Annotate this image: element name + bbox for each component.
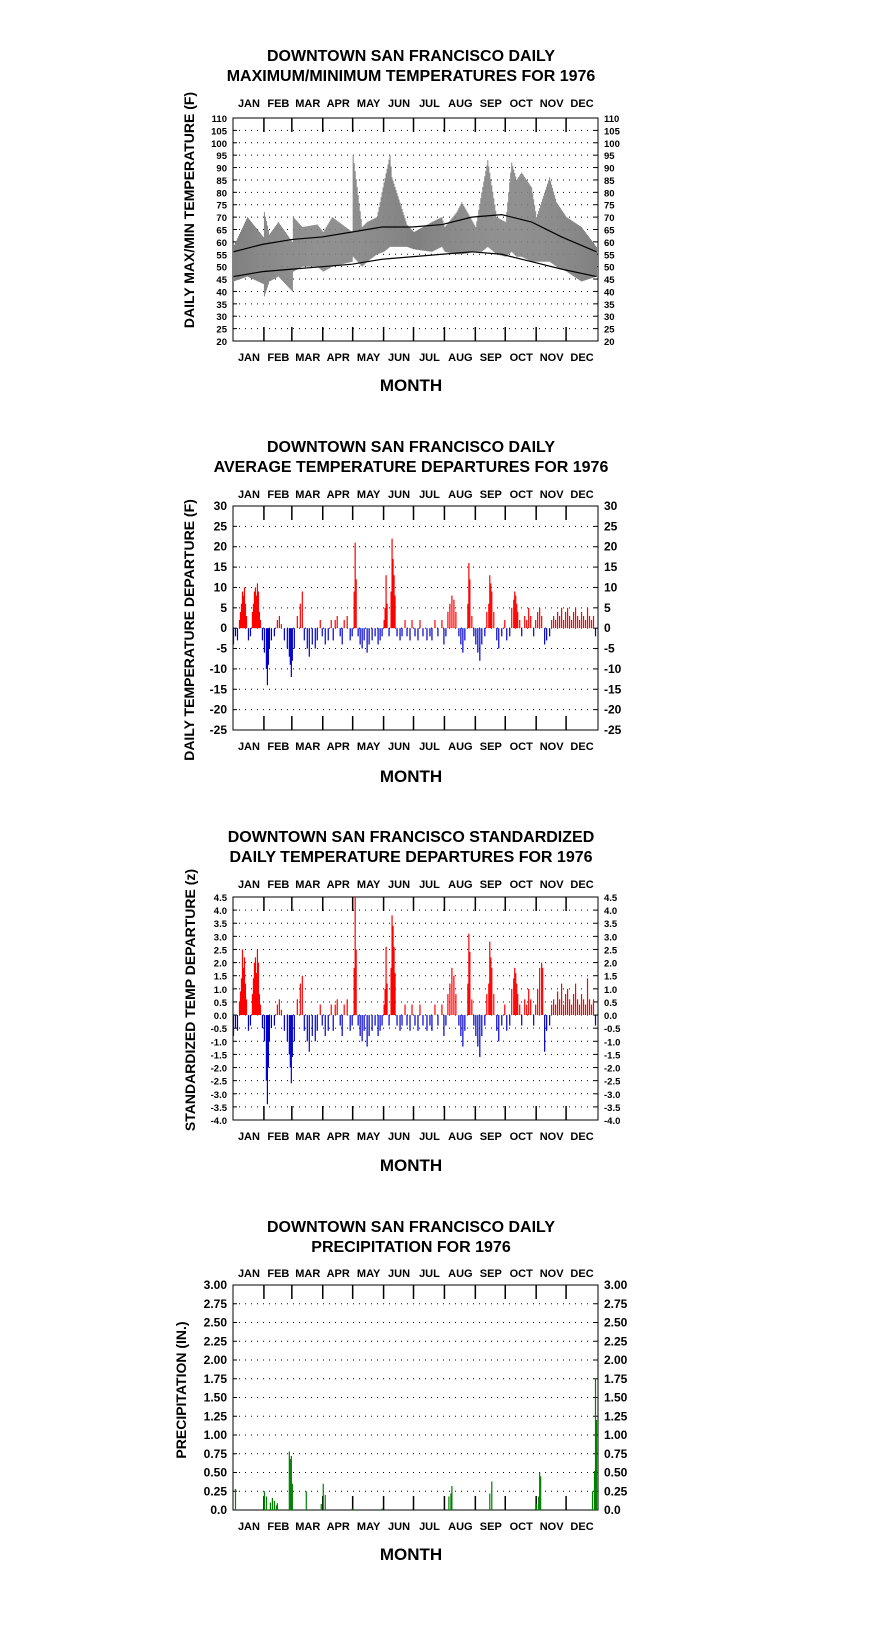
y-tick-label-right: -2.0	[604, 1063, 621, 1075]
y-tick-label-right: 3.0	[604, 932, 618, 944]
y-tick-label-right: -1.0	[604, 1037, 621, 1049]
y-tick-label: 70	[216, 213, 227, 225]
y-tick-label: 0.50	[203, 1465, 227, 1480]
month-label-top: MAY	[356, 1268, 381, 1280]
month-label-bottom: MAY	[356, 741, 381, 753]
month-label-top: APR	[326, 98, 350, 110]
month-label-top: DEC	[570, 489, 594, 501]
y-tick-label: -3.5	[210, 1102, 227, 1114]
y-tick-label: 3.0	[213, 932, 227, 944]
y-tick-label: 0.75	[203, 1446, 227, 1461]
y-tick-label: 0.5	[213, 997, 227, 1009]
y-tick-label-right: 90	[604, 163, 615, 175]
y-tick-label: -25	[209, 723, 227, 737]
y-tick-label: 1.5	[213, 971, 227, 983]
month-label-top: DEC	[570, 879, 594, 891]
month-label-bottom: SEP	[479, 1521, 502, 1533]
y-tick-label-right: 75	[604, 200, 615, 212]
y-tick-label: 45	[216, 275, 227, 287]
month-label-top: SEP	[479, 489, 502, 501]
month-label-bottom: DEC	[570, 1131, 594, 1143]
month-label-top: JUN	[388, 1268, 411, 1280]
month-label-top: MAR	[295, 879, 321, 891]
month-label-bottom: JAN	[237, 352, 260, 364]
y-tick-label-right: -4.0	[604, 1116, 621, 1127]
month-label-top: AUG	[448, 489, 473, 501]
y-tick-label-right: 4.5	[604, 893, 618, 904]
month-label-bottom: APR	[326, 741, 350, 753]
y-tick-label: 10	[213, 580, 227, 595]
chart-title-line2: PRECIPITATION FOR 1976	[311, 1239, 511, 1256]
chart-title-line2: DAILY TEMPERATURE DEPARTURES FOR 1976	[229, 849, 593, 866]
month-label-top: NOV	[539, 489, 564, 501]
chart-title-line1: DOWNTOWN SAN FRANCISCO DAILY	[267, 1219, 555, 1236]
temp-maxmin-chart	[181, 48, 621, 395]
month-label-top: OCT	[509, 1268, 533, 1280]
y-tick-label: 65	[216, 225, 227, 237]
y-tick-label-right: 30	[604, 312, 615, 324]
month-label-bottom: JUL	[419, 352, 440, 364]
month-label-bottom: JUL	[419, 1131, 440, 1143]
y-tick-label-right: -10	[604, 661, 622, 676]
y-tick-label-right: 65	[604, 225, 615, 237]
precipitation-chart	[173, 1219, 628, 1564]
y-axis-label: PRECIPITATION (IN.)	[173, 1321, 189, 1459]
y-tick-label-right: 60	[604, 237, 615, 249]
month-label-bottom: DEC	[570, 1521, 594, 1533]
month-label-bottom: JUN	[388, 352, 411, 364]
y-tick-label-right: 40	[604, 287, 615, 299]
y-tick-label-right: -20	[604, 702, 622, 717]
month-label-top: APR	[326, 879, 350, 891]
month-label-top: FEB	[267, 98, 290, 110]
month-label-bottom: FEB	[267, 741, 290, 753]
x-axis-label: MONTH	[379, 376, 443, 395]
y-tick-label-right: 1.25	[604, 1409, 628, 1424]
y-tick-label-right: -1.5	[604, 1050, 621, 1062]
month-label-bottom: MAR	[295, 1131, 321, 1143]
y-tick-label: -2.5	[210, 1076, 227, 1088]
month-label-top: APR	[326, 489, 350, 501]
month-label-bottom: MAR	[295, 741, 321, 753]
y-tick-label-right: 2.25	[604, 1334, 628, 1349]
y-tick-label-right: 105	[604, 126, 620, 138]
y-tick-label-right: 10	[604, 580, 618, 595]
month-label-bottom: JAN	[237, 1521, 260, 1533]
month-label-bottom: FEB	[267, 1521, 290, 1533]
chart-title-line1: DOWNTOWN SAN FRANCISCO DAILY	[267, 439, 555, 456]
y-tick-label: 0.0	[210, 1503, 227, 1517]
month-label-top: AUG	[448, 1268, 473, 1280]
y-tick-label: -4.0	[210, 1116, 227, 1127]
y-tick-label: 4.5	[213, 893, 227, 904]
month-label-bottom: OCT	[509, 741, 533, 753]
month-label-bottom: AUG	[448, 741, 473, 753]
y-tick-label: 20	[213, 539, 227, 554]
month-label-top: DEC	[570, 98, 594, 110]
y-tick-label-right: 50	[604, 262, 615, 274]
y-tick-label-right: 70	[604, 213, 615, 225]
y-tick-label-right: -0.5	[604, 1024, 621, 1036]
y-tick-label-right: 2.5	[604, 945, 618, 957]
chart-title-line1: DOWNTOWN SAN FRANCISCO STANDARDIZED	[227, 829, 595, 846]
y-tick-label-right: 80	[604, 188, 615, 200]
y-tick-label-right: 0.0	[604, 1011, 618, 1023]
month-label-bottom: JAN	[237, 741, 260, 753]
y-tick-label: -20	[209, 702, 227, 717]
y-tick-label-right: 45	[604, 275, 615, 287]
month-label-top: SEP	[479, 879, 502, 891]
month-label-bottom: AUG	[448, 1521, 473, 1533]
y-tick-label: 1.50	[203, 1390, 227, 1405]
month-label-bottom: MAR	[295, 1521, 321, 1533]
y-tick-label: -2.0	[210, 1063, 227, 1075]
month-label-top: MAR	[295, 98, 321, 110]
y-tick-label-right: 20	[604, 539, 618, 554]
y-tick-label: 0.0	[213, 1011, 227, 1023]
chart-title-line2: MAXIMUM/MINIMUM TEMPERATURES FOR 1976	[226, 68, 596, 85]
y-tick-label-right: -3.0	[604, 1089, 621, 1101]
y-tick-label: 3.5	[213, 919, 227, 931]
month-label-top: NOV	[539, 1268, 564, 1280]
y-tick-label-right: 30	[604, 499, 618, 513]
y-tick-label: 4.0	[213, 906, 227, 918]
month-label-bottom: SEP	[479, 741, 502, 753]
month-label-bottom: JUN	[388, 1131, 411, 1143]
y-tick-label-right: 20	[604, 337, 615, 348]
y-tick-label: 1.25	[203, 1409, 227, 1424]
month-label-top: JUN	[388, 489, 411, 501]
month-label-top: JUL	[419, 1268, 440, 1280]
month-label-top: MAY	[356, 489, 381, 501]
y-tick-label: 1.0	[213, 984, 227, 996]
data-marks	[235, 1379, 596, 1510]
month-label-bottom: JUN	[388, 1521, 411, 1533]
month-label-bottom: OCT	[509, 1521, 533, 1533]
month-label-bottom: MAY	[356, 352, 381, 364]
y-axis-label: DAILY MAX/MIN TEMPERATURE (F)	[181, 91, 197, 329]
y-tick-label-right: 3.00	[604, 1278, 628, 1292]
month-label-top: MAY	[356, 879, 381, 891]
month-label-bottom: JUN	[388, 741, 411, 753]
data-marks	[233, 155, 596, 296]
y-tick-label: 1.00	[203, 1428, 227, 1442]
y-tick-label: -3.0	[210, 1089, 227, 1101]
y-tick-label: 0	[220, 621, 227, 636]
month-label-bottom: JUL	[419, 741, 440, 753]
data-marks	[233, 539, 595, 686]
y-axis-label: DAILY TEMPERATURE DEPARTURE (F)	[181, 499, 197, 761]
y-tick-label: 105	[211, 126, 227, 138]
plot-frame	[233, 506, 598, 730]
month-label-bottom: SEP	[479, 1131, 502, 1143]
y-tick-label-right: 0.25	[604, 1484, 628, 1499]
month-label-top: SEP	[479, 1268, 502, 1280]
y-tick-label: 2.25	[203, 1334, 227, 1349]
month-label-bottom: DEC	[570, 352, 594, 364]
month-label-top: JUN	[388, 879, 411, 891]
y-tick-label-right: 2.50	[604, 1315, 628, 1330]
month-label-top: FEB	[267, 1268, 290, 1280]
y-tick-label: 5	[220, 600, 227, 615]
y-tick-label-right: 2.0	[604, 958, 618, 970]
y-tick-label-right: 1.0	[604, 984, 618, 996]
y-tick-label-right: 0	[604, 621, 611, 636]
y-tick-label: -5	[216, 641, 227, 656]
month-label-bottom: MAR	[295, 352, 321, 364]
y-tick-label: 1.75	[203, 1371, 227, 1386]
y-tick-label: 15	[213, 560, 227, 575]
month-label-top: DEC	[570, 1268, 594, 1280]
y-tick-label-right: 4.0	[604, 906, 618, 918]
x-axis-label: MONTH	[379, 767, 443, 786]
month-label-bottom: SEP	[479, 352, 502, 364]
y-tick-label-right: 1.5	[604, 971, 618, 983]
month-label-top: JUL	[419, 879, 440, 891]
month-label-bottom: JUL	[419, 1521, 440, 1533]
y-tick-label: 2.75	[203, 1296, 227, 1311]
y-tick-label-right: 1.50	[604, 1390, 628, 1405]
y-tick-label-right: 85	[604, 175, 615, 187]
month-label-bottom: NOV	[539, 352, 564, 364]
y-tick-label: 25	[216, 324, 227, 336]
month-label-bottom: NOV	[539, 741, 564, 753]
month-label-top: JAN	[237, 98, 260, 110]
y-tick-label: 25	[213, 519, 227, 534]
month-label-top: JUL	[419, 489, 440, 501]
y-tick-label: 110	[211, 114, 227, 125]
month-label-bottom: DEC	[570, 741, 594, 753]
month-label-bottom: MAY	[356, 1131, 381, 1143]
y-tick-label: 60	[216, 237, 227, 249]
month-label-bottom: FEB	[267, 1131, 290, 1143]
y-tick-label: 35	[216, 299, 227, 311]
y-tick-label: 30	[216, 312, 227, 324]
month-label-top: JAN	[237, 1268, 260, 1280]
y-tick-label: 40	[216, 287, 227, 299]
y-tick-label-right: 25	[604, 519, 618, 534]
month-label-top: OCT	[509, 98, 533, 110]
y-tick-label: 0.25	[203, 1484, 227, 1499]
y-tick-label: 55	[216, 250, 227, 262]
y-tick-label-right: 0.5	[604, 997, 618, 1009]
y-axis-label: STANDARDIZED TEMP DEPARTURE (z)	[182, 868, 198, 1132]
y-tick-label-right: 25	[604, 324, 615, 336]
month-label-bottom: JAN	[237, 1131, 260, 1143]
y-tick-label: 50	[216, 262, 227, 274]
month-label-bottom: MAY	[356, 1521, 381, 1533]
y-tick-label-right: 0.75	[604, 1446, 628, 1461]
month-label-bottom: APR	[326, 352, 350, 364]
month-label-bottom: FEB	[267, 352, 290, 364]
month-label-top: MAR	[295, 1268, 321, 1280]
month-label-bottom: NOV	[539, 1521, 564, 1533]
chart-title-line1: DOWNTOWN SAN FRANCISCO DAILY	[267, 48, 555, 65]
month-label-bottom: NOV	[539, 1131, 564, 1143]
chart-title-line2: AVERAGE TEMPERATURE DEPARTURES FOR 1976	[213, 459, 609, 476]
month-label-top: OCT	[509, 489, 533, 501]
y-tick-label-right: -2.5	[604, 1076, 621, 1088]
month-label-top: NOV	[539, 879, 564, 891]
y-tick-label-right: -15	[604, 682, 622, 697]
y-tick-label: -1.0	[210, 1037, 227, 1049]
x-axis-label: MONTH	[379, 1545, 443, 1564]
y-tick-label-right: 110	[604, 114, 620, 125]
y-tick-label: 2.5	[213, 945, 227, 957]
y-tick-label-right: 95	[604, 151, 615, 163]
y-tick-label-right: 0.0	[604, 1503, 621, 1517]
month-label-top: MAR	[295, 489, 321, 501]
y-tick-label-right: 2.75	[604, 1296, 628, 1311]
y-tick-label-right: 55	[604, 250, 615, 262]
x-axis-label: MONTH	[379, 1156, 443, 1175]
y-tick-label: 100	[211, 138, 227, 150]
y-tick-label: 2.50	[203, 1315, 227, 1330]
y-tick-label: 85	[216, 175, 227, 187]
month-label-bottom: APR	[326, 1521, 350, 1533]
data-marks	[233, 897, 595, 1104]
month-label-top: APR	[326, 1268, 350, 1280]
y-tick-label-right: 3.5	[604, 919, 618, 931]
month-label-top: NOV	[539, 98, 564, 110]
y-tick-label: 95	[216, 151, 227, 163]
y-tick-label: 3.00	[203, 1278, 227, 1292]
y-tick-label-right: 1.00	[604, 1428, 628, 1442]
month-label-top: OCT	[509, 879, 533, 891]
y-tick-label-right: 2.00	[604, 1353, 628, 1367]
y-tick-label: 2.00	[203, 1353, 227, 1367]
month-label-bottom: APR	[326, 1131, 350, 1143]
y-tick-label: 90	[216, 163, 227, 175]
y-tick-label-right: -5	[604, 641, 615, 656]
y-tick-label: -1.5	[210, 1050, 227, 1062]
y-tick-label-right: -3.5	[604, 1102, 621, 1114]
month-label-top: FEB	[267, 489, 290, 501]
y-tick-label-right: 35	[604, 299, 615, 311]
month-label-top: FEB	[267, 879, 290, 891]
month-label-top: JUN	[388, 98, 411, 110]
y-tick-label-right: 5	[604, 600, 611, 615]
y-tick-label-right: 15	[604, 560, 618, 575]
y-tick-label: 20	[216, 337, 227, 348]
y-tick-label: 30	[213, 499, 227, 513]
y-tick-label: 75	[216, 200, 227, 212]
month-label-bottom: OCT	[509, 352, 533, 364]
y-tick-label: 80	[216, 188, 227, 200]
month-label-top: MAY	[356, 98, 381, 110]
month-label-top: JAN	[237, 489, 260, 501]
temp-departure-chart	[181, 439, 622, 786]
y-tick-label: -10	[209, 661, 227, 676]
month-label-bottom: OCT	[509, 1131, 533, 1143]
month-label-bottom: AUG	[448, 1131, 473, 1143]
month-label-top: JAN	[237, 879, 260, 891]
y-tick-label-right: 0.50	[604, 1465, 628, 1480]
y-tick-label-right: -25	[604, 723, 622, 737]
month-label-top: AUG	[448, 879, 473, 891]
y-tick-label: 2.0	[213, 958, 227, 970]
y-tick-label-right: 1.75	[604, 1371, 628, 1386]
standardized-departure-chart	[182, 829, 621, 1175]
month-label-bottom: AUG	[448, 352, 473, 364]
y-tick-label: -15	[209, 682, 227, 697]
month-label-top: JUL	[419, 98, 440, 110]
month-label-top: SEP	[479, 98, 502, 110]
month-label-top: AUG	[448, 98, 473, 110]
y-tick-label-right: 100	[604, 138, 620, 150]
y-tick-label: -0.5	[210, 1024, 227, 1036]
